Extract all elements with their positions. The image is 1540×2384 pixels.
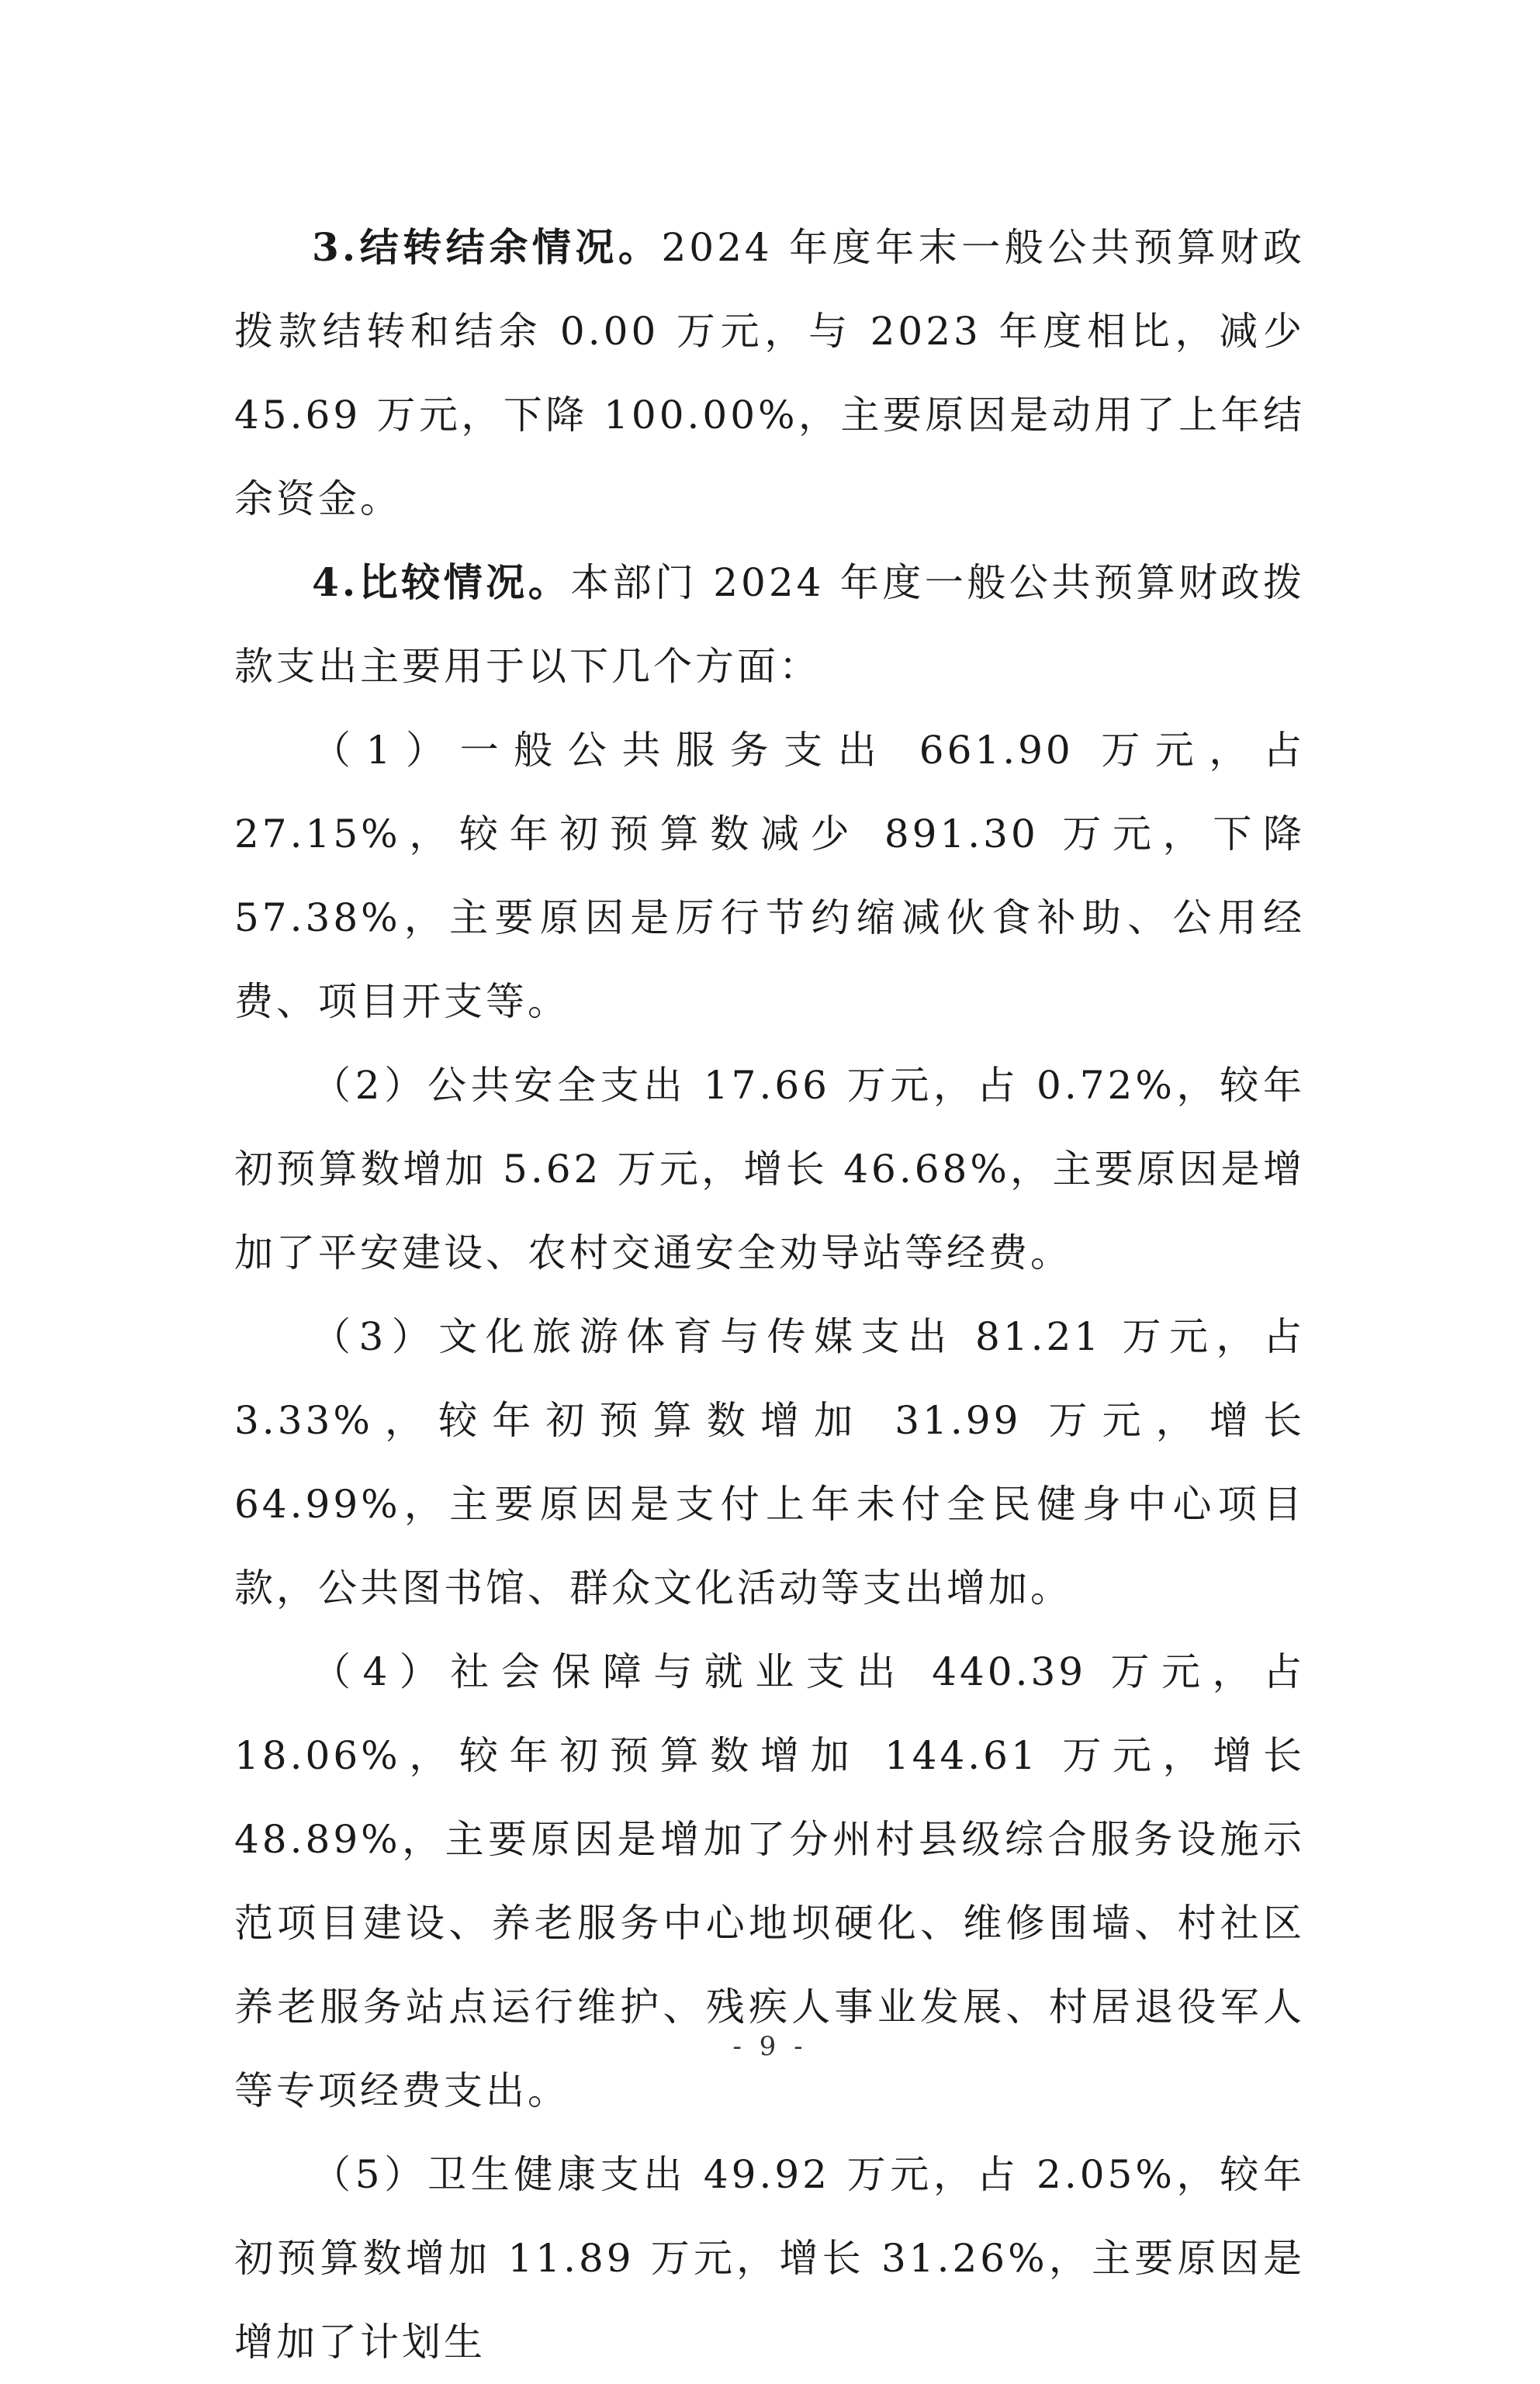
paragraph-text: 2024 年度年末一般公共预算财政拨款结转和结余 0.00 万元，与 2023 年度相比，减少 45.69 万元，下降 100.00%，主要原因是动用了上年结余资金。 xyxy=(234,225,1306,521)
paragraph-carryover-balance xyxy=(234,206,1305,541)
paragraph-text: （1）一般公共服务支出 661.90 万元，占 27.15%，较年初预算数减少 891.30 万元，下降 57.38%，主要原因是厉行节约缩减伙食补助、公用经费、项目开支等。 xyxy=(234,728,1305,1024)
page-number: - 9 - xyxy=(732,2031,808,2062)
paragraph-text: （2）公共安全支出 17.66 万元，占 0.72%，较年初预算数增加 5.62 万元，增长 46.68%，主要原因是增加了平安建设、农村交通安全劝导站等经费。 xyxy=(234,1063,1305,1275)
paragraph-text: （5）卫生健康支出 49.92 万元，占 2.05%，较年初预算数增加 11.89 万元，增长 31.26%，主要原因是增加了计划生 xyxy=(234,2152,1305,2365)
paragraph-comparison xyxy=(234,541,1305,708)
paragraph-text: （3）文化旅游体育与传媒支出 81.21 万元，占 3.33%，较年初预算数增加 31.99 万元，增长 64.99%，主要原因是支付上年未付全民健身中心项目款，公共图书馆、群众文化活动等支出增加。 xyxy=(234,1314,1305,1611)
paragraph-text: （4）社会保障与就业支出 440.39 万元，占 18.06%，较年初预算数增加 144.61 万元，增长 48.89%，主要原因是增加了分州村县级综合服务设施示范项目建设、养老服务中心地坝硬化、维修围墙、村社区养老服务站点运行维护、残疾人事业发展、村居退役军人等专项经费支出。 xyxy=(234,1649,1305,2113)
paragraph-heading: 3.结转结余情况。 xyxy=(312,224,662,270)
paragraph-item-2 xyxy=(234,1043,1305,1295)
paragraph-heading: 4.比较情况。 xyxy=(312,559,571,605)
paragraph-item-5 xyxy=(234,2133,1305,2384)
paragraph-text: 本部门 2024 年度一般公共预算财政拨款支出主要用于以下几个方面： xyxy=(234,560,1305,689)
paragraph-item-3 xyxy=(234,1295,1305,1630)
paragraph-item-1 xyxy=(234,708,1305,1043)
